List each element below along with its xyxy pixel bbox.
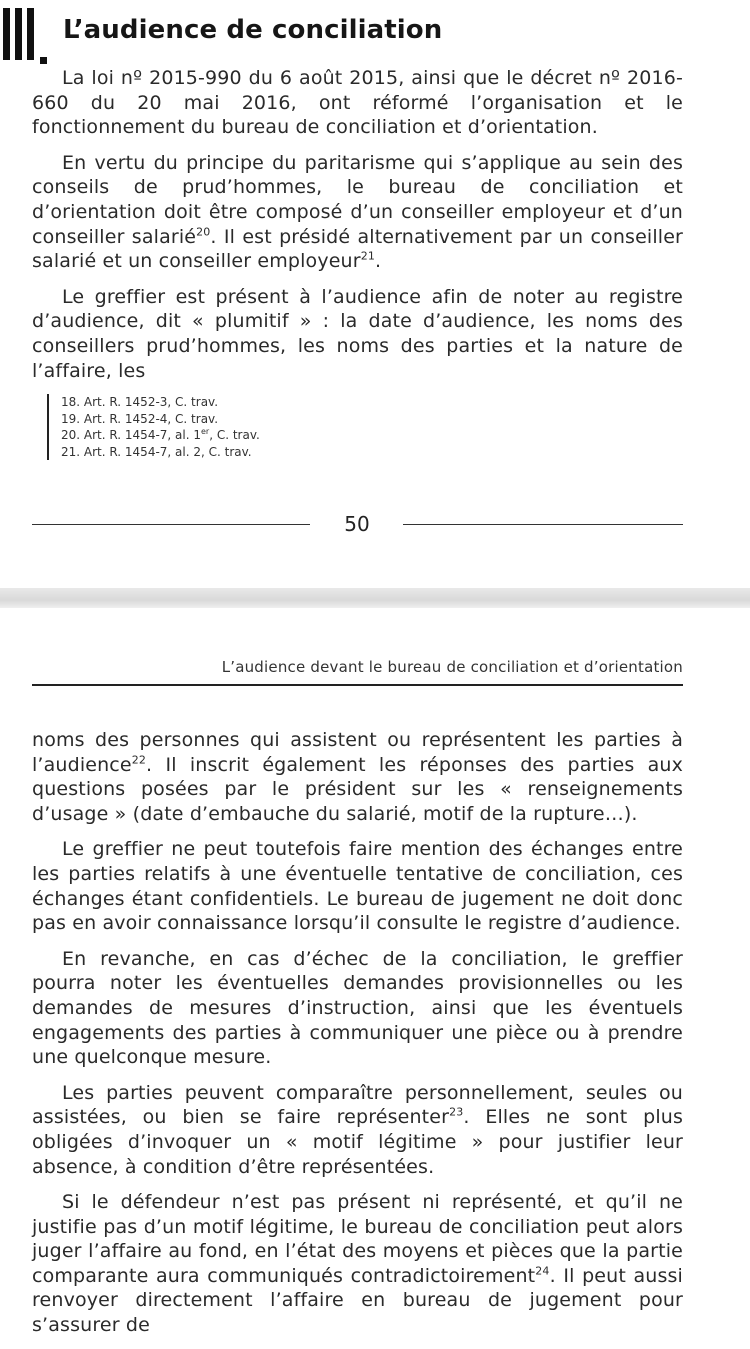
footnote-ref: 22 [131,753,147,767]
footnote-20: 20. Art. R. 1454-7, al. 1er, C. trav. [61,427,260,442]
footnote-18: 18. Art. R. 1452-3, C. trav. [61,395,219,409]
roman-numeral-mark [3,8,47,64]
footnote-ref: 24 [535,1264,550,1278]
page-50 [0,0,750,588]
bottom-body-text [32,728,683,1349]
footnote-21: 21. Art. R. 1454-7, al. 2, C. trav. [61,444,252,459]
page-separator [0,588,750,608]
footnote-ref: 23 [449,1105,464,1119]
paragraph: Le greffier est présent à l’audience afin de noter au registre d’audience, dit « plumitif » : la date d’audience, les noms des conseillers prud’hommes, les noms des parties et la nature de l’affaire, les [32,285,683,382]
section-title: L’audience de conciliation [63,15,443,45]
paragraph: En vertu du principe du paritarisme qui s’applique au sein des conseils de prud’hommes, le bureau de conciliation et d’orientation doit être composé d’un conseiller employeur et d’un conseiller salarié$^{20}$. Il est présidé alternativement par un conseiller salarié et un conseiller employeur$^{21}$. [32,151,683,273]
running-head-rule [32,684,683,686]
footnote-ref: 20 [196,225,211,239]
footnotes [47,394,260,460]
paragraph: noms des personnes qui assistent ou représentent les parties à l’audience$^{22}$. Il inscrit également les réponses des parties aux questions posées par le président sur les « renseignements d’usage » (date d’embauche du salarié, motif de la rupture…). [32,729,683,825]
page-number-rule-left [32,524,310,525]
paragraph: Si le défendeur n’est pas présent ni représenté, et qu’il ne justifie pas d’un motif légitime, le bureau de conciliation peut alors juger l’affaire au fond, en l’état des moyens et pièces que la partie comparante aura communiqués contradictoirement$^{24}$. Il peut aussi renvoyer directement l’affaire en bureau de jugement pour s’assurer de [32,1191,683,1337]
paragraph: La loi nº 2015-990 du 6 août 2015, ainsi que le décret nº 2016-660 du 20 mai 2016, ont réformé l’organisation et le fonctionnement du bureau de conciliation et d’orientation. [32,67,683,139]
footnote-ref: er [201,427,210,436]
top-body-text [32,66,683,394]
paragraph: Les parties peuvent comparaître personnellement, seules ou assistées, ou bien se faire représenter$^{23}$. Elles ne sont plus obligées d’invoquer un « motif légitime » pour justifier leur absence, à condition d’être représentées. [32,1081,683,1178]
paragraph: Le greffier ne peut toutefois faire mention des échanges entre les parties relatifs à une éventuelle tentative de conciliation, ces échanges étant confidentiels. Le bureau de jugement ne doit donc pas en avoir connaissance lorsqu’il consulte le registre d’audience. [32,838,683,935]
page-number-rule-right [403,524,683,525]
page-51 [0,608,750,1337]
footnote-ref: 21 [360,249,376,263]
page-number-row [32,508,683,542]
page-number: 50 [344,512,370,536]
paragraph: En revanche, en cas d’échec de la conciliation, le greffier pourra noter les éventuelles demandes provisionnelles ou les demandes de mesures d’instruction, ainsi que les éventuels engagements des parties à communiquer une pièce ou à prendre une quelconque mesure. [32,947,683,1069]
running-head: L’audience devant le bureau de conciliation et d’orientation [221,658,683,676]
footnote-19: 19. Art. R. 1452-4, C. trav. [61,411,219,426]
